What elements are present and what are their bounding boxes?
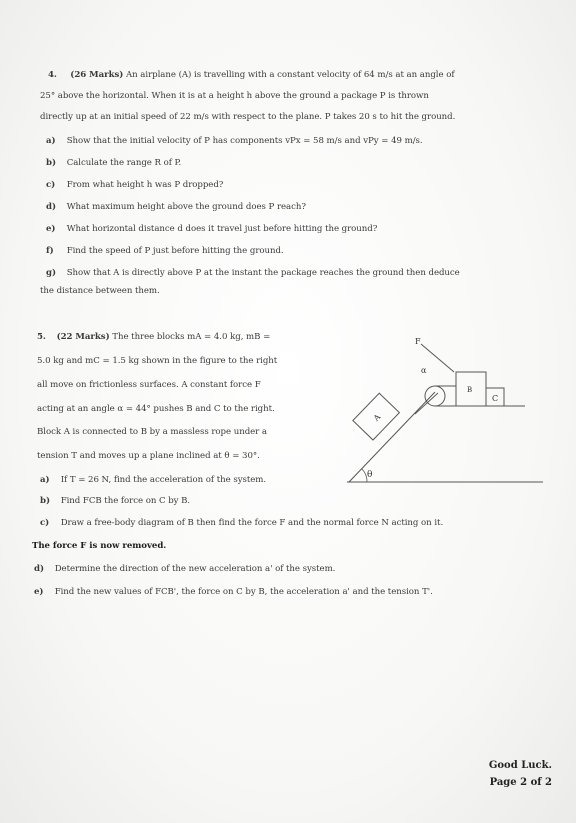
q5-part-a-label: a) [40,475,50,485]
q5-number: 5. [37,332,46,342]
q4-intro-2: 25° above the horizontal. When it is at a height h above the ground a package P is thrown [40,91,429,101]
q5-part-b [40,496,190,507]
block-a [353,393,400,440]
q5-part-e [34,587,433,598]
q5-part-d-label: d) [34,564,44,574]
q5-part-b-text: Find FCB the force on C by B. [60,496,191,506]
q4-intro-3: directly up at an initial speed of 22 m/s with respect to the plane. P takes 20 s to hit the ground. [40,112,456,122]
q5-part-e-text: Find the new values of FCB', the force on C by B, the acceleration a' and the tension T'. [54,587,433,597]
q4-part-g [46,268,460,279]
q5-intro-4: acting at an angle α = 44° pushes B and C to the right. [37,404,275,414]
q4-part-e [46,224,377,235]
q5-part-d-text: Determine the direction of the new acceleration a' of the system. [54,564,336,574]
page-number: Page 2 of 2 [489,777,552,788]
q4-part-b-label: b) [46,158,56,168]
force-label: F [415,337,421,346]
q4-part-c-text: From what height h was P dropped? [66,180,224,190]
q4-part-a [46,136,423,147]
q5-figure [335,330,550,490]
q4-number: 4. [48,70,57,80]
good-luck: Good Luck. [488,760,552,771]
q5-removed-note: The force F is now removed. [32,541,167,551]
q5-intro-2: 5.0 kg and mC = 1.5 kg shown in the figure to the right [37,356,278,366]
q4-part-d-text: What maximum height above the ground does P reach? [66,202,306,212]
theta-label: θ [367,470,373,480]
q4-part-d [46,202,306,213]
q4-part-a-label: a) [46,136,56,146]
q4-marks: (26 Marks) [70,70,124,80]
q4-part-d-label: d) [46,202,56,212]
block-a-label: A [371,412,383,423]
alpha-label: α [421,366,427,375]
q4-part-g-text: Show that A is directly above P at the instant the package reaches the ground then deduce [66,268,460,278]
q4-part-b [46,158,181,169]
q4-part-b-text: Calculate the range R of P. [66,158,182,168]
q5-part-d [34,564,335,575]
q4-line-1 [48,70,454,81]
q5-part-b-label: b) [40,496,50,506]
q4-part-g-label: g) [46,268,56,278]
rope [415,393,438,414]
q4-part-g-cont: the distance between them. [40,286,160,296]
q5-intro-6: tension T and moves up a plane inclined at θ = 30°. [37,451,260,461]
q4-part-f [46,246,284,257]
q5-part-a-text: If T = 26 N, find the acceleration of the system. [60,475,267,485]
q5-intro-1: The three blocks mA = 4.0 kg, mB = [112,332,271,342]
q5-part-c-text: Draw a free-body diagram of B then find the force F and the normal force N acting on it. [60,518,444,528]
q5-line-1 [37,332,270,343]
q4-part-f-text: Find the speed of P just before hitting the ground. [66,246,284,256]
block-b-label: B [467,386,473,394]
q5-part-a [40,475,266,486]
q4-part-f-label: f) [46,246,54,256]
q4-part-c-label: c) [46,180,56,190]
q5-marks: (22 Marks) [56,332,110,342]
q4-intro-1: An airplane (A) is travelling with a constant velocity of 64 m/s at an angle of [125,70,455,80]
q5-part-c-label: c) [40,518,50,528]
q4-part-e-text: What horizontal distance d does it travel just before hitting the ground? [66,224,378,234]
q5-part-e-label: e) [34,587,44,597]
q5-intro-3: all move on frictionless surfaces. A constant force F [37,380,261,390]
q5-part-c [40,518,443,529]
block-c-label: C [492,394,499,403]
q4-part-c [46,180,223,191]
q4-part-e-label: e) [46,224,56,234]
q5-intro-5: Block A is connected to B by a massless rope under a [37,427,267,437]
q4-part-a-text: Show that the initial velocity of P has components vPx = 58 m/s and vPy = 49 m/s. [66,136,423,146]
